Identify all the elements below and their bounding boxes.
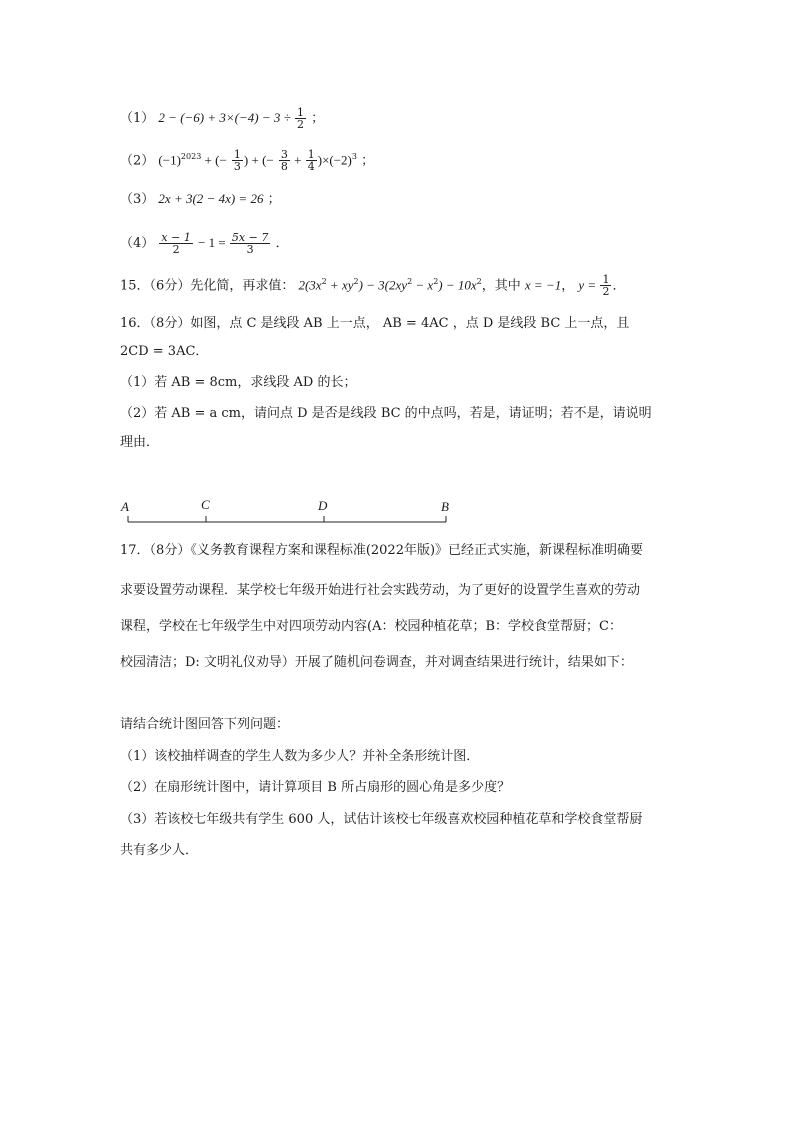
problem-16-question-2: （2）若 AB = a cm，请问点 D 是否是线段 BC 的中点吗，若是，请证明；若不是，请说明: [120, 406, 652, 421]
problem-17-line-4: 校园清洁；D: 文明礼仪劝导）开展了随机问卷调查，并对调查结果进行统计，结果如下：: [120, 655, 633, 670]
p14-item-1: （1） 2 − (−6) + 3×(−4) − 3 ÷ $\frac{1}{2}$ ；: [120, 106, 325, 131]
problem-17-line-3: 课程，学校在七年级学生中对四项劳动内容(A：校园种植花草；B：学校食堂帮厨；C：: [120, 619, 622, 634]
problem-17-question-2: （2）在扇形统计图中，请计算项目 B 所占扇形的圆心角是多少度？: [120, 780, 511, 795]
fraction: $\frac{1}{2}$: [602, 273, 610, 299]
problem-17-line-1: 17．（8分）《义务教育课程方案和课程标准(2022年版)》已经正式实施，新课程标准明确要: [120, 543, 644, 558]
fraction: $\frac{3}{8}$: [280, 148, 288, 174]
point-label-d: D: [318, 498, 328, 513]
problem-16-line-1: 16．（8分）如图，点 C 是线段 AB 上一点， AB = 4AC ，点 D 是线段 BC 上一点，且: [120, 316, 630, 331]
p14-item-2: （2） $(-1)^{2023}$ + (− $\frac{1}{3}$ ) + (− $\frac{3}{8}$ + $\frac{1}{4}$ )$\times(-2)^3$ ；: [120, 148, 375, 174]
point-label-b: B: [441, 499, 449, 514]
problem-17-question-1: （1）该校抽样调查的学生人数为多少人？并补全条形统计图．: [120, 749, 480, 764]
problem-17-question-3: （3）若该校七年级共有学生 600 人，试估计该校七年级喜欢校园种植花草和学校食堂帮厨: [120, 812, 643, 827]
problem-16-line-2: 2CD = 3AC．: [120, 344, 209, 359]
fraction: $\frac{1}{2}$: [297, 106, 305, 131]
point-label-a: A: [121, 499, 129, 514]
fraction: $\frac{x - 1}{2}$: [161, 231, 191, 256]
problem-16-question-2-cont: 理由．: [120, 435, 160, 450]
problem-17-prompt: 请结合统计图回答下列问题：: [120, 717, 290, 732]
fraction: $\frac{5x - 7}{3}$: [231, 231, 269, 256]
point-label-c: C: [201, 497, 210, 512]
problem-15: 15．（6分）先化简，再求值： $2(3x^2 + xy^2) - 3(2xy^2 - x^2) - 10x^2$，其中 x = −1， y = $\frac{1}{2}$ ．: [120, 273, 626, 299]
fraction: $\frac{1}{4}$: [307, 148, 315, 174]
p14-item-3: （3） 2x + 3(2 − 4x) = 26 ；: [120, 191, 281, 207]
p14-item-4: （4） $\frac{x - 1}{2}$ − 1 = $\frac{5x - 7}{3}$ ．: [120, 231, 289, 256]
fraction: $\frac{1}{3}$: [233, 148, 241, 174]
segment-diagram: [120, 495, 460, 531]
problem-17-line-2: 求要设置劳动课程．某学校七年级开始进行社会实践劳动，为了更好的设置学生喜欢的劳动: [120, 583, 641, 598]
problem-16-question-1: （1）若 AB = 8cm，求线段 AD 的长；: [120, 375, 357, 390]
problem-17-question-3-cont: 共有多少人．: [120, 843, 199, 858]
